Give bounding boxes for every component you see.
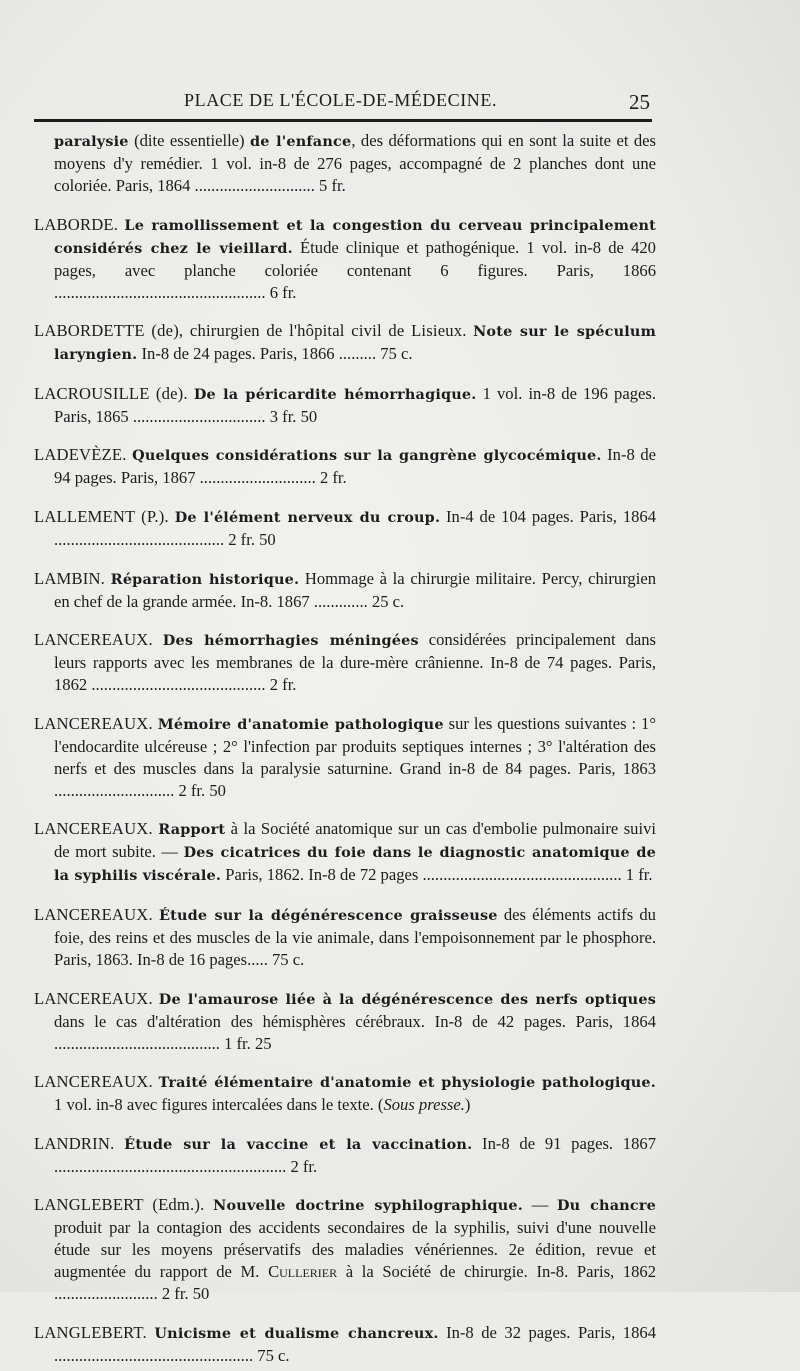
- entry-title-secondary: de l'enfance: [250, 133, 352, 150]
- header-rule: [34, 119, 652, 122]
- catalogue-entry: [34, 214, 656, 304]
- entry-author: LABORDETTE (de), chirurgien de l'hôpital civil de Lisieux.: [34, 321, 467, 341]
- entry-author: LANGLEBERT.: [34, 1322, 147, 1342]
- entry-text-continued: produit par la contagion des accidents secondaires de la syphilis, suivi d'une nouvelle étude sur les moyens préservatifs des maladies vénériennes. 2e édition, revue et augmentée du rapport de M.: [54, 1218, 656, 1282]
- entry-text: —: [523, 1195, 557, 1215]
- catalogue-entry: [34, 444, 656, 489]
- catalogue-entry: [34, 629, 656, 696]
- entry-title-secondary: Des cicatrices du foie dans le diagnostic anatomique de la syphilis viscérale.: [54, 844, 656, 885]
- entry-author: LAMBIN.: [34, 568, 105, 588]
- entry-text: 1 vol. in-8 de 196 pages. Paris, 1865 ................................ 3 fr. 50: [54, 383, 656, 426]
- entry-author: LANCEREAUX.: [34, 630, 153, 650]
- entry-italic-note: Sous presse.: [383, 1095, 465, 1115]
- entry-title: Étude sur la vaccine et la vaccination.: [124, 1135, 473, 1153]
- catalogue-entry: [34, 988, 656, 1055]
- entry-text: (dite essentielle): [128, 131, 251, 150]
- entry-title: De l'élément nerveux du croup.: [174, 508, 441, 526]
- entry-title: Des hémorrhagies méningées: [162, 632, 419, 650]
- entry-text-continued: ): [464, 1095, 471, 1115]
- entry-title: De l'amaurose liée à la dégénérescence des nerfs optiques: [158, 990, 656, 1008]
- entry-name-smallcaps: Cullerier: [268, 1262, 338, 1282]
- entry-author: LANCEREAUX.: [34, 1072, 153, 1092]
- entry-author: LANCEREAUX.: [34, 713, 153, 733]
- entry-text: des éléments actifs du foie, des reins et des muscles de la vie animale, dans l'empoisonnement par le phosphore. Paris, 1863. In-8 de 16 pages..... 75 c.: [54, 904, 656, 969]
- entry-author: LADEVÈZE.: [34, 445, 127, 465]
- entry-text-continued: , des déformations qui en sont la suite et des moyens d'y remédier. 1 vol. in-8 de 276 pages, accompagné de 2 planches dont une coloriée. Paris, 1864 ............................. 5 fr.: [54, 131, 656, 195]
- page-number: 25: [629, 90, 650, 114]
- entry-title: paralysie: [54, 133, 129, 150]
- catalogue-entry: [34, 713, 656, 802]
- catalogue-entry: [34, 1133, 656, 1178]
- catalogue-entry: [34, 506, 656, 551]
- entry-author: LANDRIN.: [34, 1133, 115, 1153]
- entry-author: LACROUSILLE (de).: [34, 383, 188, 403]
- catalogue-entry: [34, 1322, 656, 1367]
- entry-title: Nouvelle doctrine syphilographique.: [213, 1197, 523, 1215]
- entry-title: Mémoire d'anatomie pathologique: [157, 715, 444, 733]
- entry-text-end: à la Société de chirurgie. In-8. Paris, 1862 ......................... 2 fr. 50: [54, 1262, 657, 1304]
- catalogue-entry: [34, 383, 656, 428]
- entry-text: sur les questions suivantes : 1° l'endocardite ulcéreuse ; 2° l'infection par produits septiques internes ; 3° l'altération des nerfs et des muscles dans la paralysie saturnine. Grand in-8 de 84 pages. Paris, 1863 ............................. 2 fr. 50: [54, 713, 656, 800]
- entry-text: dans le cas d'altération des hémisphères cérébraux. In-8 de 42 pages. Paris, 1864 ........................................ 1 fr. 25: [54, 1011, 656, 1053]
- catalogue-entry: [34, 904, 656, 971]
- entry-author: LANCEREAUX.: [34, 988, 153, 1008]
- catalogue-entry: [34, 818, 656, 887]
- entry-title-secondary: Du chancre: [556, 1197, 656, 1215]
- entry-text: Hommage à la chirurgie militaire. Percy, chirurgien en chef de la grande armée. In-8. 1867 ............. 25 c.: [54, 568, 656, 611]
- catalogue-entry: [34, 1194, 656, 1305]
- catalogue-entries: [34, 130, 656, 1371]
- entry-text: In-4 de 104 pages. Paris, 1864 ......................................... 2 fr. 50: [54, 506, 657, 549]
- entry-text: In-8 de 24 pages. Paris, 1866 ......... 75 c.: [137, 344, 413, 364]
- entry-title: De la péricardite hémorrhagique.: [193, 385, 477, 403]
- entry-author: LALLEMENT (P.).: [34, 506, 169, 526]
- entry-author: LANCEREAUX.: [34, 819, 153, 839]
- entry-text: considérées principalement dans leurs rapports avec les membranes de la dure-mère crânienne. In-8 de 74 pages. Paris, 1862 .......................................... 2 fr.: [54, 630, 657, 695]
- catalogue-entry: [34, 1071, 656, 1116]
- entry-text-continued: Paris, 1862. In-8 de 72 pages ................................................ 1 fr.: [221, 865, 653, 885]
- entry-title: Unicisme et dualisme chancreux.: [154, 1324, 439, 1342]
- entry-text: In-8 de 94 pages. Paris, 1867 ............................ 2 fr.: [54, 445, 656, 488]
- entry-text: à la Société anatomique sur un cas d'embolie pulmonaire suivi de mort subite. —: [54, 819, 656, 862]
- entry-text: In-8 de 91 pages. 1867 ........................................................ 2 fr.: [54, 1133, 656, 1176]
- entry-author: LABORDE.: [34, 214, 119, 234]
- running-title: PLACE DE L'ÉCOLE-DE-MÉDECINE.: [184, 90, 498, 110]
- catalogue-entry: [34, 568, 656, 613]
- entry-title: Traité élémentaire d'anatomie et physiologie pathologique.: [158, 1074, 656, 1092]
- entry-title: Étude sur la dégénérescence graisseuse: [158, 906, 498, 924]
- entry-title: Rapport: [158, 821, 226, 839]
- catalogue-entry: [34, 320, 656, 366]
- catalogue-entry: [34, 130, 656, 197]
- entry-text: Étude clinique et pathogénique. 1 vol. in-8 de 420 pages, avec planche coloriée contenant 6 figures. Paris, 1866 ................................................... 6 fr.: [54, 237, 656, 302]
- entry-author: LANCEREAUX.: [34, 904, 153, 924]
- entry-title: Quelques considérations sur la gangrène glycocémique.: [132, 447, 602, 465]
- entry-author: LANGLEBERT (Edm.).: [34, 1195, 205, 1215]
- page-header: [34, 90, 654, 116]
- entry-title: Note sur le spéculum laryngien.: [54, 323, 657, 364]
- entry-title: Le ramollissement et la congestion du cerveau principalement considérés chez le vieillard.: [54, 216, 657, 257]
- entry-text: 1 vol. in-8 avec figures intercalées dans le texte. (: [54, 1095, 384, 1115]
- entry-title: Réparation historique.: [110, 570, 300, 588]
- entry-text: In-8 de 32 pages. Paris, 1864 ................................................ 75 c.: [54, 1322, 656, 1365]
